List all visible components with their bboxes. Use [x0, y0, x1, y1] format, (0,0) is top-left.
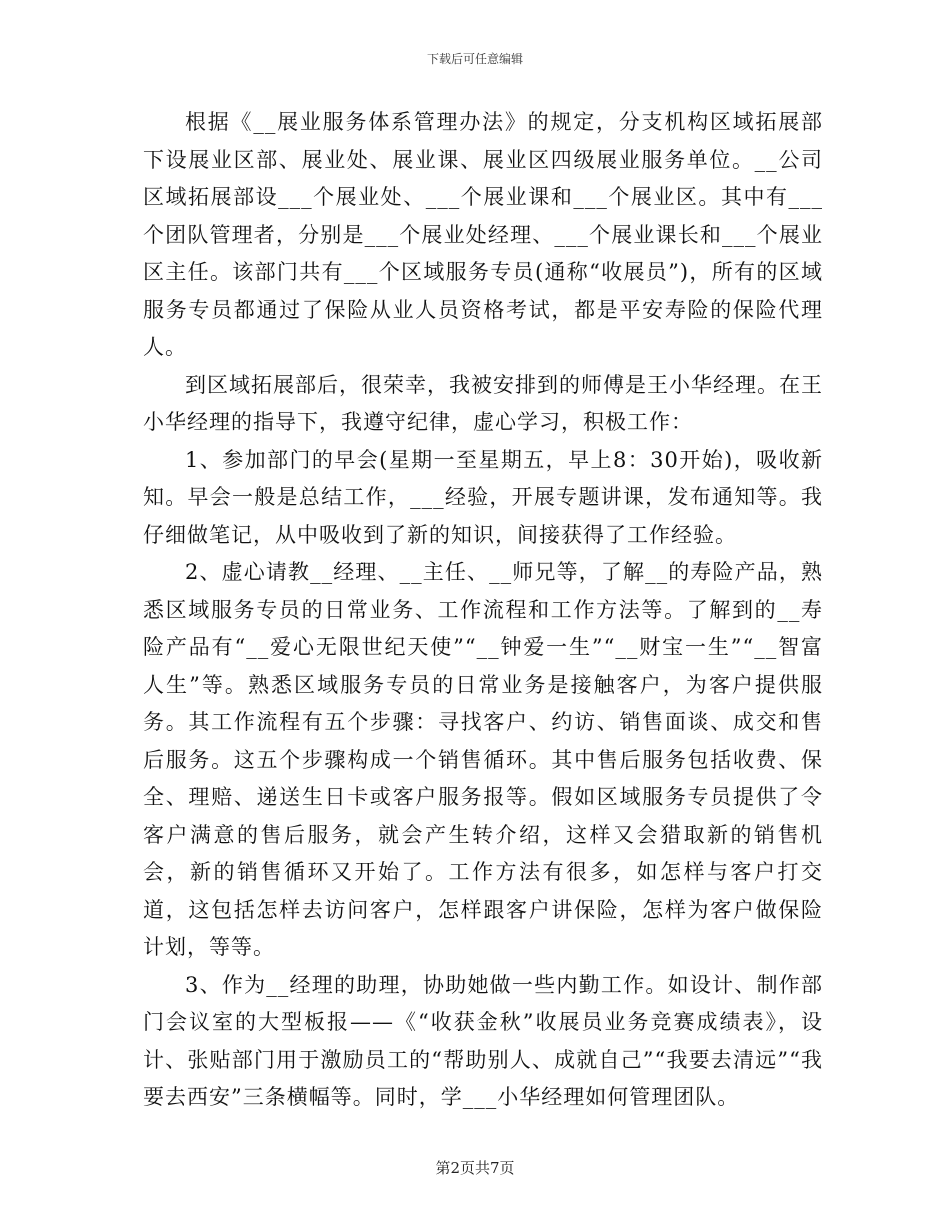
paragraph-5: 3、作为__经理的助理，协助她做一些内勤工作。如设计、制作部门会议室的大型板报——《“收获金秋”收展员业务竞赛成绩表》，设计、张贴部门用于激励员工的“帮助别人、成就自己”“我要去清远”“我要去西安”三条横幅等。同时，学___小华经理如何管理团队。: [143, 972, 823, 1109]
paragraph-3: 1、参加部门的早会(星期一至星期五，早上8：30开始)，吸收新知。早会一般是总结工作，___经验，开展专题讲课，发布通知等。我仔细做笔记，从中吸收到了新的知识，间接获得了工作经验。: [143, 447, 823, 547]
paragraph-1: 根据《__展业服务体系管理办法》的规定，分支机构区域拓展部下设展业区部、展业处、展业课、展业区四级展业服务单位。__公司区域拓展部设___个展业处、___个展业课和___个展业区。其中有___个团队管理者，分别是___个展业处经理、___个展业课长和___个展业区主任。该部门共有___个区域服务专员(通称“收展员”)，所有的区域服务专员都通过了保险从业人员资格考试，都是平安寿险的保险代理人。: [143, 110, 823, 359]
page-header-note: 下载后可任意编辑: [426, 52, 523, 66]
page-number-footer: 第2页共7页: [435, 1159, 515, 1177]
document-body: [143, 104, 823, 1117]
paragraph-4: 2、虚心请教__经理、__主任、__师兄等，了解__的寿险产品，熟悉区域服务专员的日常业务、工作流程和工作方法等。了解到的__寿险产品有“__爱心无限世纪天使”“__钟爱一生”“__财宝一生”“__智富人生”等。熟悉区域服务专员的日常业务是接触客户，为客户提供服务。其工作流程有五个步骤：寻找客户、约访、销售面谈、成交和售后服务。这五个步骤构成一个销售循环。其中售后服务包括收费、保全、理赔、递送生日卡或客户服务报等。假如区域服务专员提供了令客户满意的售后服务，就会产生转介绍，这样又会猎取新的销售机会，新的销售循环又开始了。工作方法有很多，如怎样与客户打交道，这包括怎样去访问客户，怎样跟客户讲保险，怎样为客户做保险计划，等等。: [143, 560, 823, 959]
paragraph-2: 到区域拓展部后，很荣幸，我被安排到的师傅是王小华经理。在王小华经理的指导下，我遵守纪律，虚心学习，积极工作：: [143, 372, 823, 434]
